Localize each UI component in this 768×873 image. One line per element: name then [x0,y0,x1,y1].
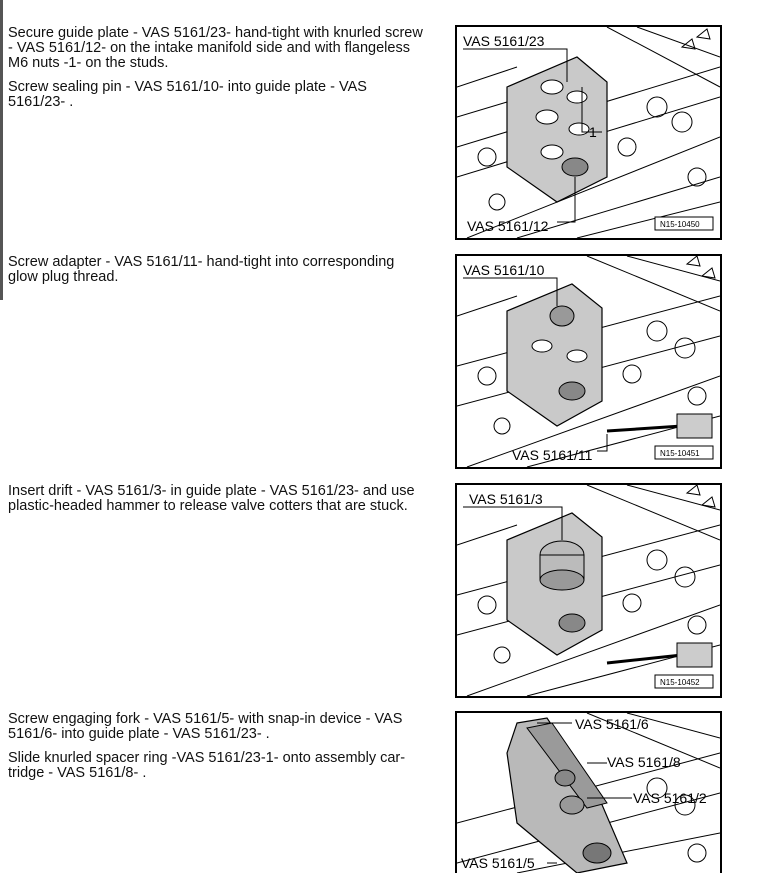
callout-vas-5161-11: VAS 5161/11 [512,447,593,463]
figure-2-drawing [457,256,720,467]
step-1-paragraph-2: Screw sealing pin - VAS 5161/10- into guide plate - VAS 5161/23- . [8,79,367,110]
step-1-paragraph-1: Secure guide plate - VAS 5161/23- hand-tight with knurled screw - VAS 5161/12- on the intake manifold side and with flangeless M6 nuts -1- on the studs. [8,25,423,71]
figure-adapter [455,254,722,469]
page-edge-bar [0,0,3,300]
step-4-text [8,712,428,790]
figure-4-drawing [457,713,720,873]
figure-engaging-fork [455,711,722,873]
figure-id: N15-10452 [660,678,700,687]
step-2-text [8,255,428,294]
figure-guide-plate [455,25,722,240]
callout-vas-5161-5: VAS 5161/5 [461,855,535,871]
callout-vas-5161-3: VAS 5161/3 [469,491,543,507]
step-3-paragraph-1: Insert drift - VAS 5161/3- in guide plate - VAS 5161/23- and use plastic-headed hammer to release valve cotters that are stuck. [8,483,415,514]
figure-3-drawing [457,485,720,696]
callout-vas-5161-2: VAS 5161/2 [633,790,707,806]
callout-vas-5161-23: VAS 5161/23 [463,33,545,49]
callout-vas-5161-12: VAS 5161/12 [467,218,549,234]
figure-id: N15-10450 [660,220,700,229]
step-2-paragraph-1: Screw adapter - VAS 5161/11- hand-tight into corresponding glow plug thread. [8,254,395,285]
callout-vas-5161-10: VAS 5161/10 [463,262,545,278]
step-4-paragraph-1: Screw engaging fork - VAS 5161/5- with snap-in device - VAS 5161/6- into guide plate - VAS 5161/23- . [8,711,403,742]
callout-vas-5161-8: VAS 5161/8 [607,754,681,770]
step-3-text [8,484,428,523]
step-4-paragraph-2: Slide knurled spacer ring -VAS 5161/23-1- onto assembly car-tridge - VAS 5161/8- . [8,750,406,781]
figure-id: N15-10451 [660,449,700,458]
callout-vas-5161-6: VAS 5161/6 [575,716,649,732]
figure-drift [455,483,722,698]
step-1-text [8,26,428,119]
figure-1-drawing [457,27,720,238]
callout-1: 1 [589,124,597,140]
